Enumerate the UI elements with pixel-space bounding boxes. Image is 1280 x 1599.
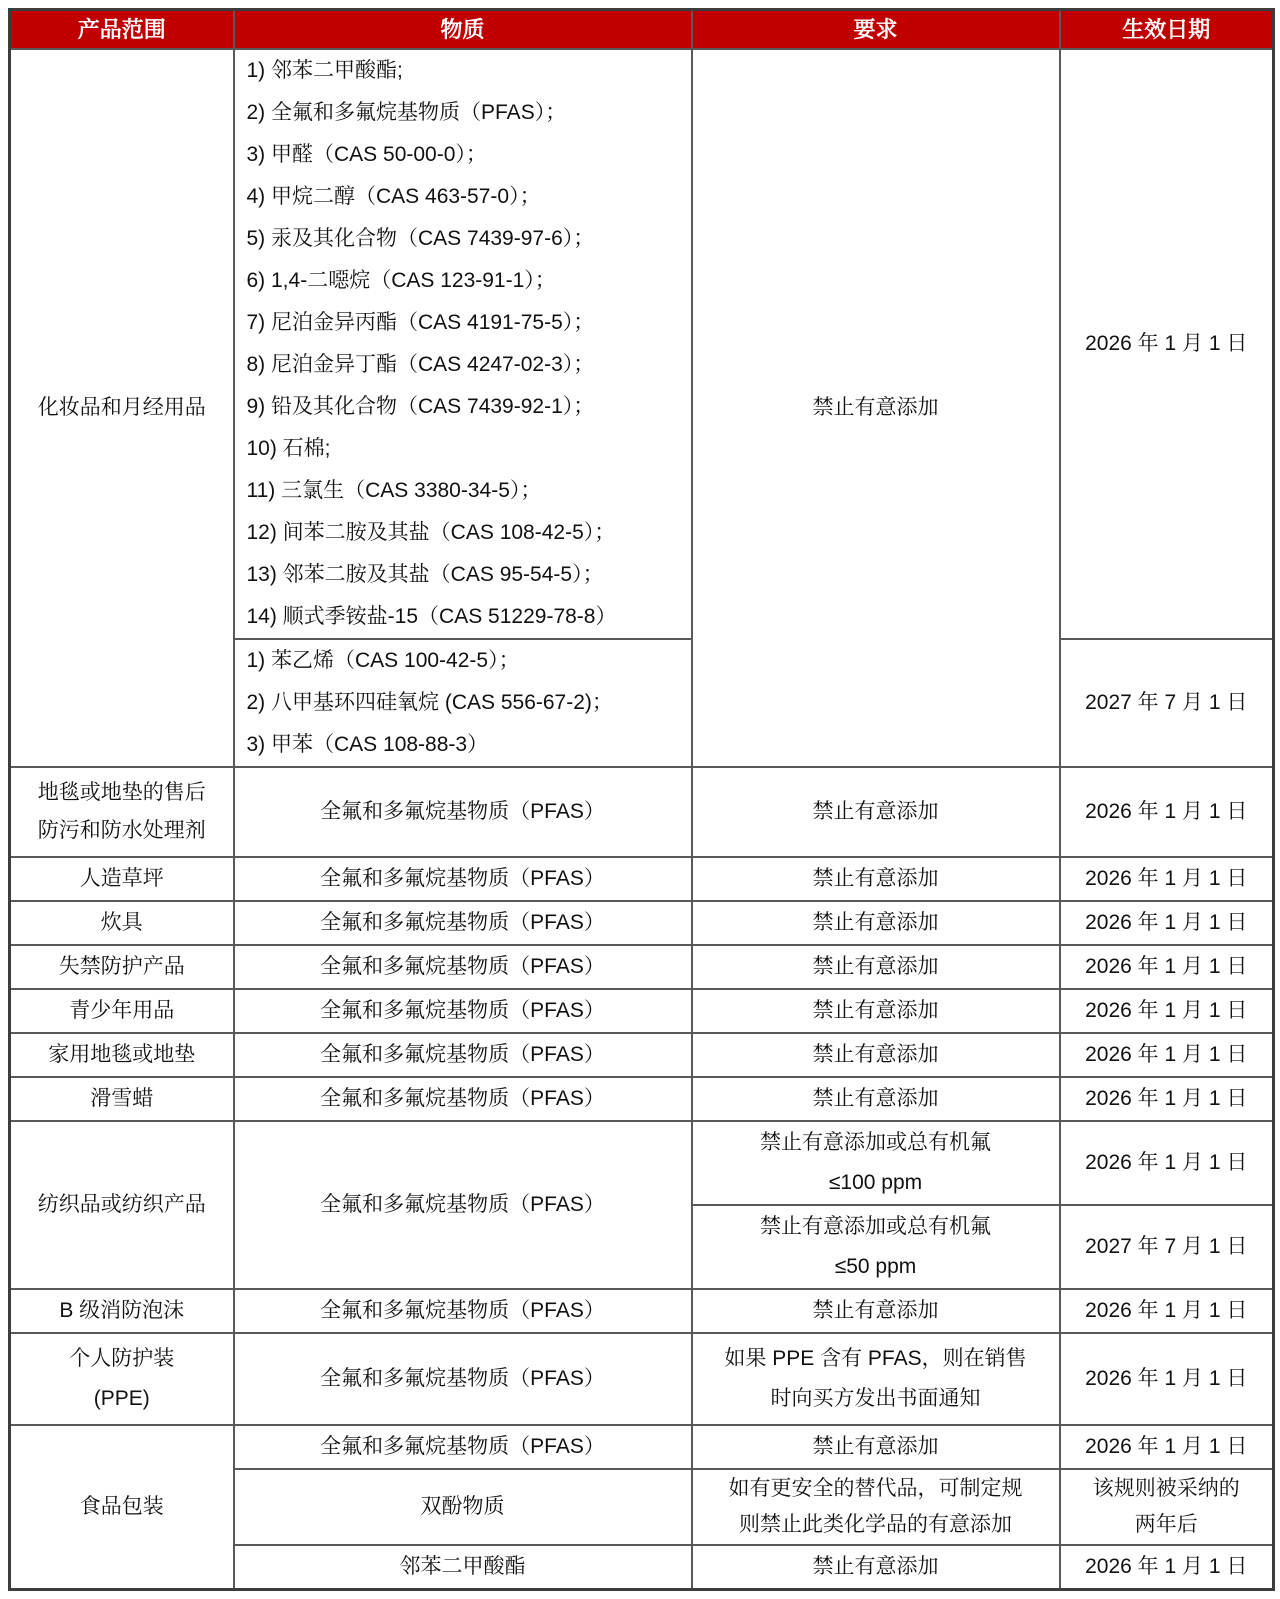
requirement-line: 禁止有意添加或总有机氟 bbox=[760, 1131, 991, 1154]
artificial-turf-substance-cell: 全氟和多氟烷基物质（PFAS） bbox=[234, 857, 692, 901]
product-line: (PPE) bbox=[93, 1387, 150, 1410]
substance-item: 7) 尼泊金异丙酯（CAS 4191-75-5）； bbox=[246, 311, 595, 334]
row-cookware bbox=[10, 901, 1274, 945]
substance-item: 3) 甲苯（CAS 108-88-3） bbox=[246, 733, 489, 756]
row-ppe bbox=[10, 1333, 1274, 1425]
substance-item: 1) 苯乙烯（CAS 100-42-5）； bbox=[246, 649, 520, 672]
substance-item: 12) 间苯二胺及其盐（CAS 108-42-5）； bbox=[246, 521, 616, 544]
juvenile-products-date-cell: 2026 年 1 月 1 日 bbox=[1060, 989, 1274, 1033]
artificial-turf-date-cell: 2026 年 1 月 1 日 bbox=[1060, 857, 1274, 901]
cosmetics-phase2-date-cell: 2027 年 7 月 1 日 bbox=[1060, 639, 1274, 767]
cosmetics-phase2-substance-cell bbox=[234, 639, 692, 767]
row-artificial-turf bbox=[10, 857, 1274, 901]
ppe-date-cell: 2026 年 1 月 1 日 bbox=[1060, 1333, 1274, 1425]
firefighting-foam-substance-cell: 全氟和多氟烷基物质（PFAS） bbox=[234, 1289, 692, 1333]
food-packaging-bisphenols-requirement-cell bbox=[692, 1469, 1060, 1545]
row-carpet-treatment bbox=[10, 767, 1274, 857]
requirement-line: 如果 PPE 含有 PFAS，则在销售 bbox=[724, 1347, 1027, 1370]
requirement-line: 禁止有意添加或总有机氟 bbox=[760, 1215, 991, 1238]
regulation-table bbox=[8, 8, 1275, 1591]
residential-carpet-substance-cell: 全氟和多氟烷基物质（PFAS） bbox=[234, 1033, 692, 1077]
substance-item: 5) 汞及其化合物（CAS 7439-97-6）； bbox=[246, 227, 595, 250]
incontinence-product-cell: 失禁防护产品 bbox=[10, 945, 234, 989]
food-packaging-bisphenols-date-cell bbox=[1060, 1469, 1274, 1545]
textiles-phase1-date-cell: 2026 年 1 月 1 日 bbox=[1060, 1121, 1274, 1205]
residential-carpet-requirement-cell: 禁止有意添加 bbox=[692, 1033, 1060, 1077]
header-row bbox=[10, 10, 1274, 50]
substance-item: 14) 顺式季铵盐-15（CAS 51229-78-8） bbox=[246, 605, 617, 628]
firefighting-foam-product-cell: B 级消防泡沫 bbox=[10, 1289, 234, 1333]
substance-item: 10) 石棉; bbox=[246, 437, 331, 460]
cosmetics-phase1-date-cell: 2026 年 1 月 1 日 bbox=[1060, 49, 1274, 639]
col-header-effective-date: 生效日期 bbox=[1060, 10, 1274, 50]
col-header-substance: 物质 bbox=[234, 10, 692, 50]
food-packaging-bisphenols-substance-cell: 双酚物质 bbox=[234, 1469, 692, 1545]
substance-item: 6) 1,4-二噁烷（CAS 123-91-1）； bbox=[246, 269, 556, 292]
substance-item: 3) 甲醛（CAS 50-00-0）； bbox=[246, 143, 487, 166]
food-packaging-pfas-substance-cell: 全氟和多氟烷基物质（PFAS） bbox=[234, 1425, 692, 1469]
food-packaging-phthalates-date-cell: 2026 年 1 月 1 日 bbox=[1060, 1545, 1274, 1590]
juvenile-products-product-cell: 青少年用品 bbox=[10, 989, 234, 1033]
carpet-treatment-requirement-cell: 禁止有意添加 bbox=[692, 767, 1060, 857]
requirement-line: ≤100 ppm bbox=[828, 1171, 923, 1194]
juvenile-products-substance-cell: 全氟和多氟烷基物质（PFAS） bbox=[234, 989, 692, 1033]
row-cosmetics-phase1 bbox=[10, 49, 1274, 639]
residential-carpet-date-cell: 2026 年 1 月 1 日 bbox=[1060, 1033, 1274, 1077]
ppe-product-cell bbox=[10, 1333, 234, 1425]
ski-wax-substance-cell: 全氟和多氟烷基物质（PFAS） bbox=[234, 1077, 692, 1121]
product-line: 个人防护装 bbox=[69, 1347, 175, 1370]
col-header-requirement: 要求 bbox=[692, 10, 1060, 50]
textiles-phase2-requirement-cell bbox=[692, 1205, 1060, 1289]
firefighting-foam-date-cell: 2026 年 1 月 1 日 bbox=[1060, 1289, 1274, 1333]
cookware-requirement-cell: 禁止有意添加 bbox=[692, 901, 1060, 945]
substance-item: 13) 邻苯二胺及其盐（CAS 95-54-5）； bbox=[246, 563, 604, 586]
row-textiles-phase1 bbox=[10, 1121, 1274, 1205]
row-juvenile-products bbox=[10, 989, 1274, 1033]
col-header-product-scope: 产品范围 bbox=[10, 10, 234, 50]
cookware-product-cell: 炊具 bbox=[10, 901, 234, 945]
cookware-date-cell: 2026 年 1 月 1 日 bbox=[1060, 901, 1274, 945]
incontinence-substance-cell: 全氟和多氟烷基物质（PFAS） bbox=[234, 945, 692, 989]
substance-item: 11) 三氯生（CAS 3380-34-5）； bbox=[246, 479, 542, 502]
product-line: 防污和防水处理剂 bbox=[37, 819, 206, 842]
requirement-line: ≤50 ppm bbox=[834, 1255, 917, 1278]
row-firefighting-foam bbox=[10, 1289, 1274, 1333]
substance-item: 2) 八甲基环四硅氧烷 (CAS 556-67-2)； bbox=[246, 691, 613, 714]
juvenile-products-requirement-cell: 禁止有意添加 bbox=[692, 989, 1060, 1033]
substance-item: 9) 铅及其化合物（CAS 7439-92-1）； bbox=[246, 395, 595, 418]
artificial-turf-requirement-cell: 禁止有意添加 bbox=[692, 857, 1060, 901]
textiles-substance-cell: 全氟和多氟烷基物质（PFAS） bbox=[234, 1121, 692, 1289]
substance-item: 1) 邻苯二甲酸酯; bbox=[246, 59, 403, 82]
artificial-turf-product-cell: 人造草坪 bbox=[10, 857, 234, 901]
row-food-packaging-pfas bbox=[10, 1425, 1274, 1469]
firefighting-foam-requirement-cell: 禁止有意添加 bbox=[692, 1289, 1060, 1333]
cosmetics-phase1-substance-cell bbox=[234, 49, 692, 639]
product-line: 地毯或地垫的售后 bbox=[37, 781, 206, 804]
textiles-phase1-requirement-cell bbox=[692, 1121, 1060, 1205]
requirement-line: 如有更安全的替代品，可制定规 bbox=[728, 1477, 1023, 1500]
cosmetics-requirement-cell: 禁止有意添加 bbox=[692, 49, 1060, 767]
carpet-treatment-substance-cell: 全氟和多氟烷基物质（PFAS） bbox=[234, 767, 692, 857]
row-incontinence bbox=[10, 945, 1274, 989]
cookware-substance-cell: 全氟和多氟烷基物质（PFAS） bbox=[234, 901, 692, 945]
ppe-substance-cell: 全氟和多氟烷基物质（PFAS） bbox=[234, 1333, 692, 1425]
food-packaging-product-cell: 食品包装 bbox=[10, 1425, 234, 1590]
textiles-phase2-date-cell: 2027 年 7 月 1 日 bbox=[1060, 1205, 1274, 1289]
date-line: 两年后 bbox=[1134, 1513, 1198, 1536]
incontinence-requirement-cell: 禁止有意添加 bbox=[692, 945, 1060, 989]
ski-wax-date-cell: 2026 年 1 月 1 日 bbox=[1060, 1077, 1274, 1121]
substance-item: 8) 尼泊金异丁酯（CAS 4247-02-3）； bbox=[246, 353, 595, 376]
ski-wax-requirement-cell: 禁止有意添加 bbox=[692, 1077, 1060, 1121]
textiles-product-cell: 纺织品或纺织产品 bbox=[10, 1121, 234, 1289]
ppe-requirement-cell bbox=[692, 1333, 1060, 1425]
requirement-line: 时向买方发出书面通知 bbox=[770, 1387, 981, 1410]
food-packaging-pfas-requirement-cell: 禁止有意添加 bbox=[692, 1425, 1060, 1469]
row-residential-carpet bbox=[10, 1033, 1274, 1077]
food-packaging-phthalates-requirement-cell: 禁止有意添加 bbox=[692, 1545, 1060, 1590]
carpet-treatment-product-cell bbox=[10, 767, 234, 857]
requirement-line: 则禁止此类化学品的有意添加 bbox=[739, 1513, 1012, 1536]
row-ski-wax bbox=[10, 1077, 1274, 1121]
date-line: 该规则被采纳的 bbox=[1092, 1477, 1240, 1500]
food-packaging-phthalates-substance-cell: 邻苯二甲酸酯 bbox=[234, 1545, 692, 1590]
food-packaging-pfas-date-cell: 2026 年 1 月 1 日 bbox=[1060, 1425, 1274, 1469]
substance-item: 4) 甲烷二醇（CAS 463-57-0）； bbox=[246, 185, 541, 208]
cosmetics-product-cell: 化妆品和月经用品 bbox=[10, 49, 234, 767]
substance-item: 2) 全氟和多氟烷基物质（PFAS）； bbox=[246, 101, 567, 124]
ski-wax-product-cell: 滑雪蜡 bbox=[10, 1077, 234, 1121]
incontinence-date-cell: 2026 年 1 月 1 日 bbox=[1060, 945, 1274, 989]
carpet-treatment-date-cell: 2026 年 1 月 1 日 bbox=[1060, 767, 1274, 857]
residential-carpet-product-cell: 家用地毯或地垫 bbox=[10, 1033, 234, 1077]
